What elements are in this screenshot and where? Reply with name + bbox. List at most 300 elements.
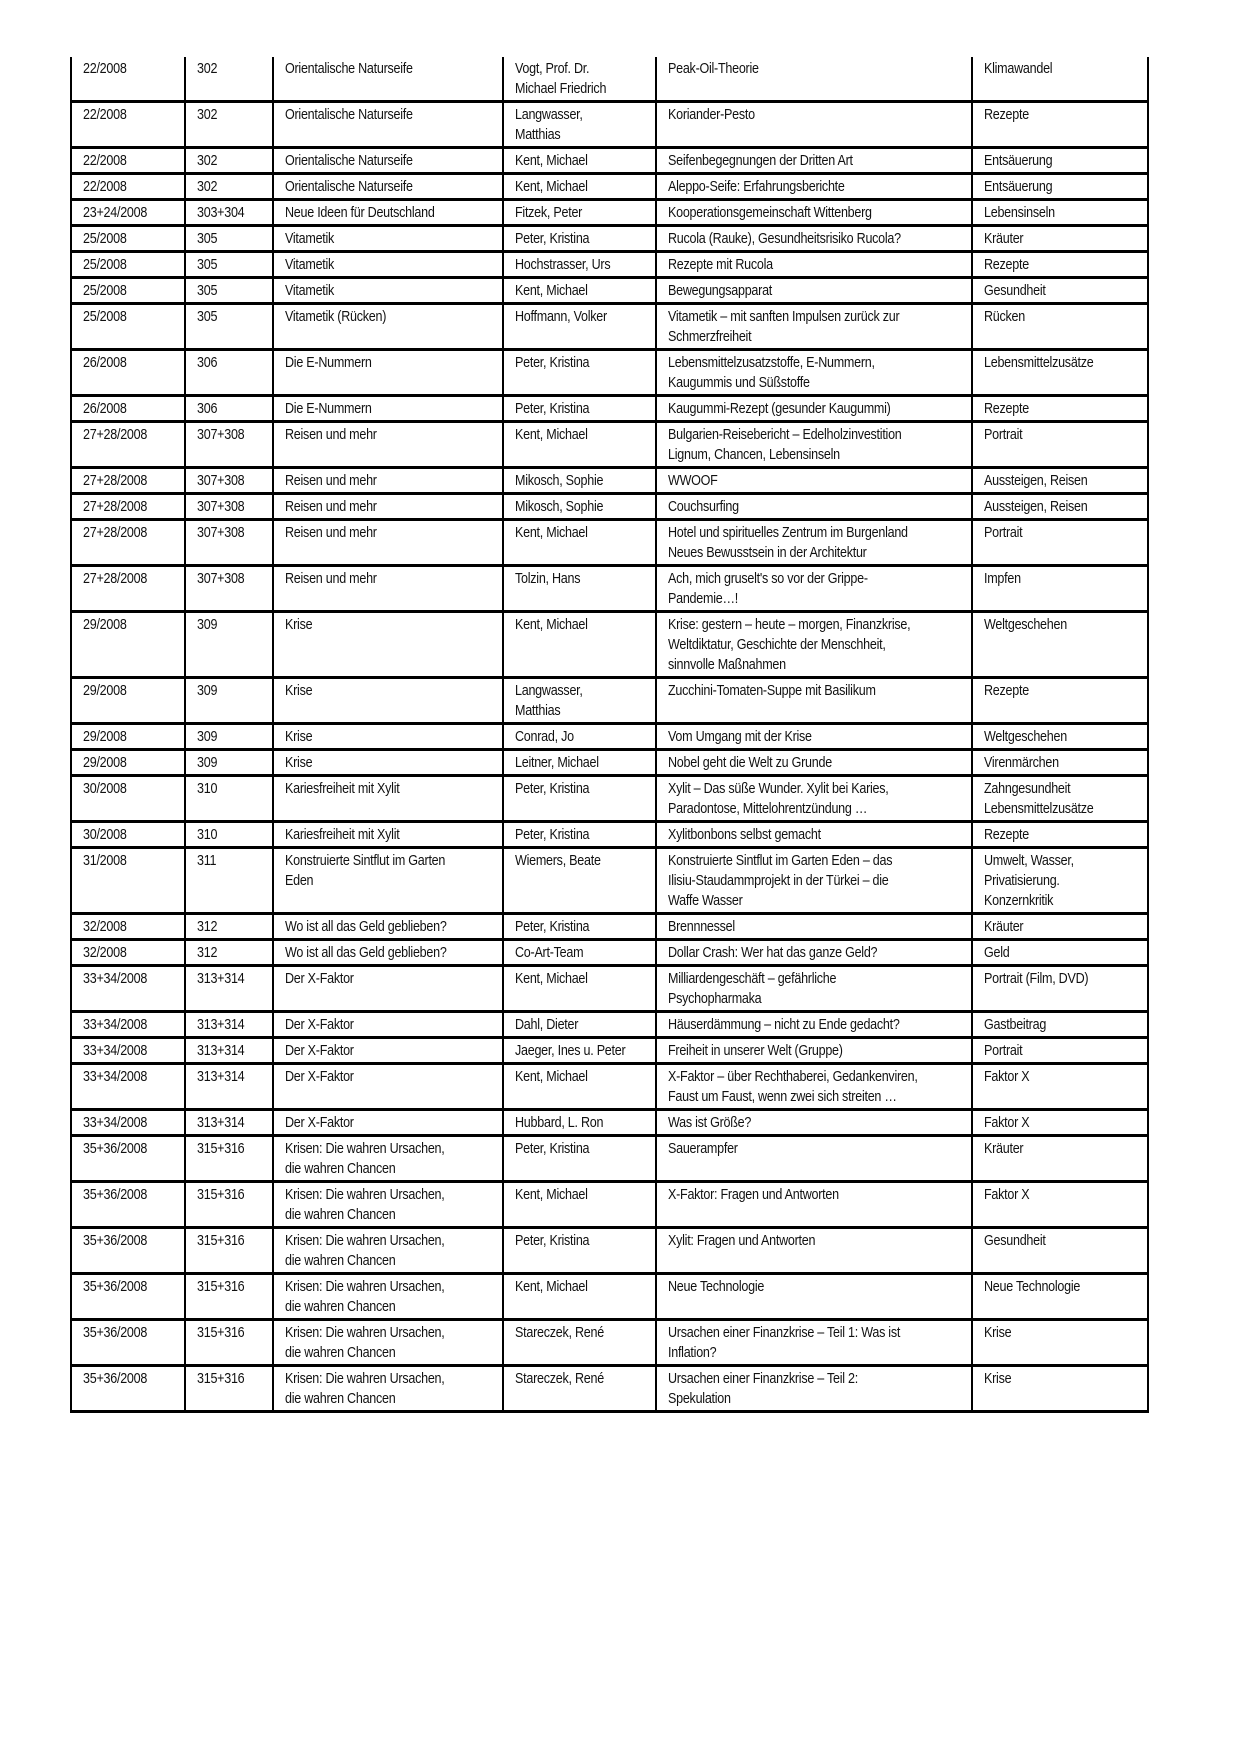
issue-cell-text: 33+34/2008 [83, 1115, 148, 1131]
number-cell-text: 313+314 [197, 971, 245, 987]
author-cell-text: Peter, Kristina [515, 355, 590, 371]
article-title-cell-text: Rezepte mit Rucola [668, 257, 773, 273]
issue-title-cell-text: Krisen: Die wahren Ursachen, die wahren Chancen [285, 1233, 445, 1269]
article-title-cell-text: Bulgarien-Reisebericht – Edelholzinvestition Lignum, Chancen, Lebensinseln [668, 427, 902, 463]
author-cell-text: Mikosch, Sophie [515, 499, 604, 515]
issue-title-cell-text: Krisen: Die wahren Ursachen, die wahren Chancen [285, 1371, 445, 1407]
number-cell-text: 315+316 [197, 1325, 245, 1341]
number-cell [185, 1366, 273, 1412]
article-title-cell-text: Vom Umgang mit der Krise [668, 729, 812, 745]
author-cell-text: Hochstrasser, Urs [515, 257, 611, 273]
table-row [71, 468, 1148, 494]
table-row [71, 350, 1148, 396]
category-cell [972, 1320, 1148, 1366]
number-cell-text: 302 [197, 179, 218, 195]
category-cell-text: Rücken [984, 309, 1026, 325]
issue-title-cell [273, 1366, 503, 1412]
article-title-cell [656, 1320, 972, 1366]
table-row [71, 57, 1148, 102]
category-cell [972, 494, 1148, 520]
article-title-cell-text: Nobel geht die Welt zu Grunde [668, 755, 832, 771]
number-cell-text: 305 [197, 231, 218, 247]
issue-title-cell-text: Reisen und mehr [285, 525, 377, 541]
issue-title-cell [273, 422, 503, 468]
issue-cell-text: 22/2008 [83, 153, 127, 169]
number-cell-text: 315+316 [197, 1233, 245, 1249]
category-cell [972, 1064, 1148, 1110]
article-title-cell-text: Neue Technologie [668, 1279, 765, 1295]
issue-cell [71, 226, 185, 252]
table-row [71, 102, 1148, 148]
issue-title-cell-text: Die E-Nummern [285, 355, 372, 371]
number-cell-text: 302 [197, 107, 218, 123]
author-cell [503, 494, 656, 520]
table-row [71, 422, 1148, 468]
article-title-cell [656, 422, 972, 468]
issue-title-cell [273, 940, 503, 966]
issue-cell [71, 848, 185, 914]
table-body [71, 57, 1148, 1412]
issue-cell-text: 30/2008 [83, 827, 127, 843]
article-title-cell [656, 1064, 972, 1110]
article-title-cell [656, 1038, 972, 1064]
number-cell-text: 313+314 [197, 1115, 245, 1131]
number-cell [185, 822, 273, 848]
number-cell [185, 1182, 273, 1228]
article-title-cell-text: Rucola (Rauke), Gesundheitsrisiko Rucola? [668, 231, 901, 247]
issue-cell-text: 26/2008 [83, 401, 127, 417]
category-cell [972, 200, 1148, 226]
number-cell [185, 1136, 273, 1182]
category-cell [972, 1182, 1148, 1228]
category-cell-text: Gesundheit [984, 283, 1046, 299]
author-cell-text: Kent, Michael [515, 153, 588, 169]
author-cell-text: Peter, Kristina [515, 231, 590, 247]
author-cell-text: Wiemers, Beate [515, 853, 601, 869]
number-cell [185, 1012, 273, 1038]
table-row [71, 174, 1148, 200]
issue-cell-text: 29/2008 [83, 617, 127, 633]
issue-cell [71, 1038, 185, 1064]
issue-title-cell-text: Wo ist all das Geld geblieben? [285, 919, 447, 935]
author-cell [503, 1110, 656, 1136]
author-cell-text: Kent, Michael [515, 1069, 588, 1085]
issue-cell-text: 31/2008 [83, 853, 127, 869]
table-row [71, 278, 1148, 304]
author-cell-text: Kent, Michael [515, 179, 588, 195]
number-cell-text: 315+316 [197, 1371, 245, 1387]
table-row [71, 200, 1148, 226]
author-cell-text: Kent, Michael [515, 1187, 588, 1203]
issue-title-cell-text: Vitametik [285, 257, 335, 273]
category-cell-text: Rezepte [984, 107, 1029, 123]
table-row [71, 678, 1148, 724]
issue-cell [71, 1274, 185, 1320]
author-cell-text: Jaeger, Ines u. Peter [515, 1043, 626, 1059]
issue-title-cell [273, 1110, 503, 1136]
number-cell [185, 494, 273, 520]
issue-title-cell [273, 1228, 503, 1274]
issue-title-cell [273, 304, 503, 350]
number-cell [185, 724, 273, 750]
category-cell [972, 914, 1148, 940]
article-index-table [70, 57, 1149, 1413]
category-cell-text: Krise [984, 1371, 1012, 1387]
issue-title-cell-text: Krisen: Die wahren Ursachen, die wahren Chancen [285, 1141, 445, 1177]
author-cell-text: Kent, Michael [515, 283, 588, 299]
category-cell [972, 750, 1148, 776]
number-cell [185, 148, 273, 174]
table-row [71, 776, 1148, 822]
author-cell [503, 940, 656, 966]
author-cell [503, 1136, 656, 1182]
category-cell [972, 1228, 1148, 1274]
article-title-cell [656, 102, 972, 148]
issue-cell-text: 26/2008 [83, 355, 127, 371]
issue-cell [71, 350, 185, 396]
issue-cell [71, 724, 185, 750]
issue-title-cell [273, 1320, 503, 1366]
number-cell [185, 226, 273, 252]
number-cell-text: 309 [197, 683, 218, 699]
category-cell-text: Weltgeschehen [984, 617, 1067, 633]
number-cell-text: 305 [197, 283, 218, 299]
table-row [71, 566, 1148, 612]
issue-cell [71, 1110, 185, 1136]
category-cell [972, 566, 1148, 612]
issue-title-cell [273, 724, 503, 750]
category-cell [972, 396, 1148, 422]
issue-cell [71, 494, 185, 520]
author-cell [503, 520, 656, 566]
article-title-cell-text: Kooperationsgemeinschaft Wittenberg [668, 205, 872, 221]
issue-cell-text: 35+36/2008 [83, 1371, 148, 1387]
article-title-cell [656, 822, 972, 848]
article-title-cell-text: Zucchini-Tomaten-Suppe mit Basilikum [668, 683, 876, 699]
article-title-cell-text: Xylit – Das süße Wunder. Xylit bei Karies, Paradontose, Mittelohrentzündung … [668, 781, 889, 817]
author-cell [503, 566, 656, 612]
author-cell-text: Stareczek, René [515, 1371, 604, 1387]
number-cell-text: 306 [197, 355, 218, 371]
issue-title-cell-text: Krisen: Die wahren Ursachen, die wahren Chancen [285, 1187, 445, 1223]
issue-cell-text: 27+28/2008 [83, 525, 148, 541]
issue-title-cell-text: Wo ist all das Geld geblieben? [285, 945, 447, 961]
issue-cell-text: 29/2008 [83, 683, 127, 699]
table-row [71, 1228, 1148, 1274]
article-title-cell-text: WWOOF [668, 473, 718, 489]
category-cell [972, 1136, 1148, 1182]
article-title-cell [656, 148, 972, 174]
article-title-cell-text: Lebensmittelzusatzstoffe, E-Nummern, Kaugummis und Süßstoffe [668, 355, 875, 391]
issue-title-cell [273, 566, 503, 612]
article-title-cell-text: Was ist Größe? [668, 1115, 752, 1131]
author-cell [503, 200, 656, 226]
category-cell-text: Kräuter [984, 231, 1024, 247]
issue-cell [71, 940, 185, 966]
category-cell [972, 278, 1148, 304]
author-cell-text: Co-Art-Team [515, 945, 584, 961]
issue-title-cell-text: Reisen und mehr [285, 571, 377, 587]
number-cell [185, 1038, 273, 1064]
issue-cell [71, 1320, 185, 1366]
issue-cell-text: 33+34/2008 [83, 971, 148, 987]
issue-cell [71, 750, 185, 776]
issue-cell-text: 25/2008 [83, 231, 127, 247]
category-cell-text: Gastbeitrag [984, 1017, 1047, 1033]
number-cell-text: 307+308 [197, 499, 245, 515]
article-title-cell-text: Krise: gestern – heute – morgen, Finanzkrise, Weltdiktatur, Geschichte der Menschheit, sinnvolle Maßnahmen [668, 617, 911, 673]
issue-cell-text: 32/2008 [83, 919, 127, 935]
author-cell [503, 226, 656, 252]
issue-title-cell-text: Krisen: Die wahren Ursachen, die wahren Chancen [285, 1325, 445, 1361]
issue-cell-text: 22/2008 [83, 61, 127, 77]
table-row [71, 914, 1148, 940]
article-title-cell [656, 776, 972, 822]
issue-title-cell [273, 966, 503, 1012]
category-cell [972, 1366, 1148, 1412]
issue-cell-text: 35+36/2008 [83, 1325, 148, 1341]
table-row [71, 1012, 1148, 1038]
number-cell [185, 1110, 273, 1136]
article-title-cell [656, 566, 972, 612]
category-cell [972, 776, 1148, 822]
issue-cell-text: 22/2008 [83, 107, 127, 123]
author-cell-text: Peter, Kristina [515, 1141, 590, 1157]
number-cell-text: 305 [197, 309, 218, 325]
number-cell-text: 313+314 [197, 1043, 245, 1059]
number-cell-text: 303+304 [197, 205, 245, 221]
category-cell-text: Faktor X [984, 1069, 1030, 1085]
number-cell-text: 309 [197, 755, 218, 771]
issue-cell-text: 33+34/2008 [83, 1069, 148, 1085]
issue-title-cell-text: Kariesfreiheit mit Xylit [285, 781, 400, 797]
number-cell-text: 310 [197, 781, 218, 797]
author-cell-text: Peter, Kristina [515, 401, 590, 417]
number-cell-text: 313+314 [197, 1069, 245, 1085]
category-cell-text: Geld [984, 945, 1010, 961]
author-cell [503, 822, 656, 848]
issue-title-cell-text: Krise [285, 729, 313, 745]
category-cell-text: Gesundheit [984, 1233, 1046, 1249]
number-cell [185, 520, 273, 566]
issue-cell-text: 29/2008 [83, 729, 127, 745]
category-cell-text: Umwelt, Wasser, Privatisierung. Konzernkritik [984, 853, 1074, 909]
author-cell [503, 914, 656, 940]
issue-cell-text: 35+36/2008 [83, 1187, 148, 1203]
number-cell [185, 57, 273, 102]
article-title-cell [656, 396, 972, 422]
article-title-cell-text: Bewegungsapparat [668, 283, 773, 299]
category-cell-text: Krise [984, 1325, 1012, 1341]
article-title-cell [656, 200, 972, 226]
issue-cell-text: 33+34/2008 [83, 1043, 148, 1059]
table-row [71, 822, 1148, 848]
issue-title-cell [273, 174, 503, 200]
table-row [71, 724, 1148, 750]
category-cell-text: Faktor X [984, 1187, 1030, 1203]
issue-cell-text: 32/2008 [83, 945, 127, 961]
author-cell [503, 102, 656, 148]
category-cell-text: Entsäuerung [984, 153, 1053, 169]
number-cell-text: 307+308 [197, 525, 245, 541]
author-cell [503, 966, 656, 1012]
article-title-cell-text: Ursachen einer Finanzkrise – Teil 2: Spekulation [668, 1371, 858, 1407]
issue-title-cell-text: Krise [285, 755, 313, 771]
author-cell [503, 174, 656, 200]
number-cell [185, 102, 273, 148]
issue-cell [71, 914, 185, 940]
category-cell [972, 678, 1148, 724]
article-title-cell [656, 1366, 972, 1412]
category-cell [972, 102, 1148, 148]
number-cell-text: 309 [197, 617, 218, 633]
category-cell [972, 1110, 1148, 1136]
article-title-cell [656, 1274, 972, 1320]
number-cell-text: 307+308 [197, 571, 245, 587]
issue-title-cell [273, 252, 503, 278]
issue-title-cell-text: Der X-Faktor [285, 1115, 354, 1131]
category-cell-text: Lebensinseln [984, 205, 1055, 221]
number-cell [185, 776, 273, 822]
category-cell [972, 724, 1148, 750]
category-cell [972, 1012, 1148, 1038]
article-title-cell-text: Kaugummi-Rezept (gesunder Kaugummi) [668, 401, 891, 417]
author-cell-text: Mikosch, Sophie [515, 473, 604, 489]
article-title-cell-text: X-Faktor – über Rechthaberei, Gedankenviren, Faust um Faust, wenn zwei sich streiten … [668, 1069, 918, 1105]
category-cell [972, 422, 1148, 468]
issue-title-cell [273, 848, 503, 914]
issue-cell-text: 35+36/2008 [83, 1141, 148, 1157]
author-cell [503, 776, 656, 822]
issue-title-cell [273, 612, 503, 678]
author-cell [503, 1366, 656, 1412]
issue-cell [71, 148, 185, 174]
article-title-cell [656, 494, 972, 520]
category-cell-text: Lebensmittelzusätze [984, 355, 1094, 371]
article-title-cell [656, 304, 972, 350]
number-cell [185, 848, 273, 914]
category-cell-text: Klimawandel [984, 61, 1053, 77]
article-title-cell [656, 1228, 972, 1274]
issue-title-cell [273, 1182, 503, 1228]
table-row [71, 148, 1148, 174]
issue-cell [71, 566, 185, 612]
table-row [71, 1110, 1148, 1136]
category-cell-text: Zahngesundheit Lebensmittelzusätze [984, 781, 1094, 817]
issue-title-cell [273, 822, 503, 848]
issue-title-cell [273, 278, 503, 304]
issue-title-cell-text: Krisen: Die wahren Ursachen, die wahren Chancen [285, 1279, 445, 1315]
table-row [71, 396, 1148, 422]
issue-cell [71, 966, 185, 1012]
issue-cell [71, 278, 185, 304]
number-cell [185, 252, 273, 278]
article-title-cell-text: Peak-Oil-Theorie [668, 61, 759, 77]
author-cell-text: Kent, Michael [515, 617, 588, 633]
issue-title-cell [273, 200, 503, 226]
table-row [71, 304, 1148, 350]
number-cell [185, 914, 273, 940]
issue-cell-text: 27+28/2008 [83, 427, 148, 443]
article-title-cell [656, 252, 972, 278]
number-cell-text: 305 [197, 257, 218, 273]
issue-title-cell [273, 57, 503, 102]
author-cell [503, 304, 656, 350]
article-title-cell [656, 226, 972, 252]
number-cell-text: 306 [197, 401, 218, 417]
article-title-cell-text: Häuserdämmung – nicht zu Ende gedacht? [668, 1017, 900, 1033]
author-cell [503, 750, 656, 776]
author-cell-text: Peter, Kristina [515, 919, 590, 935]
issue-cell-text: 27+28/2008 [83, 499, 148, 515]
number-cell-text: 307+308 [197, 427, 245, 443]
article-title-cell-text: Xylit: Fragen und Antworten [668, 1233, 816, 1249]
issue-title-cell-text: Orientalische Naturseife [285, 179, 413, 195]
article-title-cell-text: Brennnessel [668, 919, 735, 935]
number-cell-text: 315+316 [197, 1279, 245, 1295]
author-cell-text: Conrad, Jo [515, 729, 574, 745]
issue-cell [71, 520, 185, 566]
issue-cell [71, 304, 185, 350]
issue-title-cell-text: Die E-Nummern [285, 401, 372, 417]
author-cell-text: Langwasser, Matthias [515, 107, 583, 143]
article-title-cell-text: Vitametik – mit sanften Impulsen zurück zur Schmerzfreiheit [668, 309, 900, 345]
issue-title-cell-text: Krise [285, 617, 313, 633]
author-cell-text: Hoffmann, Volker [515, 309, 607, 325]
number-cell-text: 315+316 [197, 1187, 245, 1203]
number-cell [185, 468, 273, 494]
table-row [71, 520, 1148, 566]
article-title-cell-text: X-Faktor: Fragen und Antworten [668, 1187, 839, 1203]
number-cell [185, 1064, 273, 1110]
article-title-cell-text: Ursachen einer Finanzkrise – Teil 1: Was ist Inflation? [668, 1325, 901, 1361]
issue-cell [71, 200, 185, 226]
author-cell [503, 278, 656, 304]
issue-title-cell-text: Neue Ideen für Deutschland [285, 205, 435, 221]
number-cell [185, 278, 273, 304]
issue-cell [71, 1012, 185, 1038]
author-cell [503, 468, 656, 494]
article-title-cell [656, 174, 972, 200]
category-cell [972, 350, 1148, 396]
issue-cell-text: 35+36/2008 [83, 1233, 148, 1249]
author-cell [503, 678, 656, 724]
author-cell-text: Kent, Michael [515, 1279, 588, 1295]
category-cell-text: Faktor X [984, 1115, 1030, 1131]
author-cell-text: Stareczek, René [515, 1325, 604, 1341]
category-cell [972, 1038, 1148, 1064]
category-cell-text: Aussteigen, Reisen [984, 473, 1088, 489]
article-title-cell-text: Sauerampfer [668, 1141, 738, 1157]
issue-cell-text: 30/2008 [83, 781, 127, 797]
article-title-cell-text: Seifenbegegnungen der Dritten Art [668, 153, 853, 169]
category-cell [972, 468, 1148, 494]
issue-title-cell [273, 1064, 503, 1110]
issue-cell-text: 27+28/2008 [83, 571, 148, 587]
issue-cell-text: 25/2008 [83, 283, 127, 299]
category-cell-text: Portrait (Film, DVD) [984, 971, 1089, 987]
category-cell-text: Portrait [984, 1043, 1023, 1059]
author-cell [503, 848, 656, 914]
number-cell [185, 1274, 273, 1320]
article-title-cell-text: Milliardengeschäft – gefährliche Psychopharmaka [668, 971, 837, 1007]
table-row [71, 1366, 1148, 1412]
number-cell [185, 678, 273, 724]
author-cell [503, 422, 656, 468]
article-title-cell-text: Couchsurfing [668, 499, 739, 515]
author-cell-text: Kent, Michael [515, 427, 588, 443]
category-cell [972, 252, 1148, 278]
